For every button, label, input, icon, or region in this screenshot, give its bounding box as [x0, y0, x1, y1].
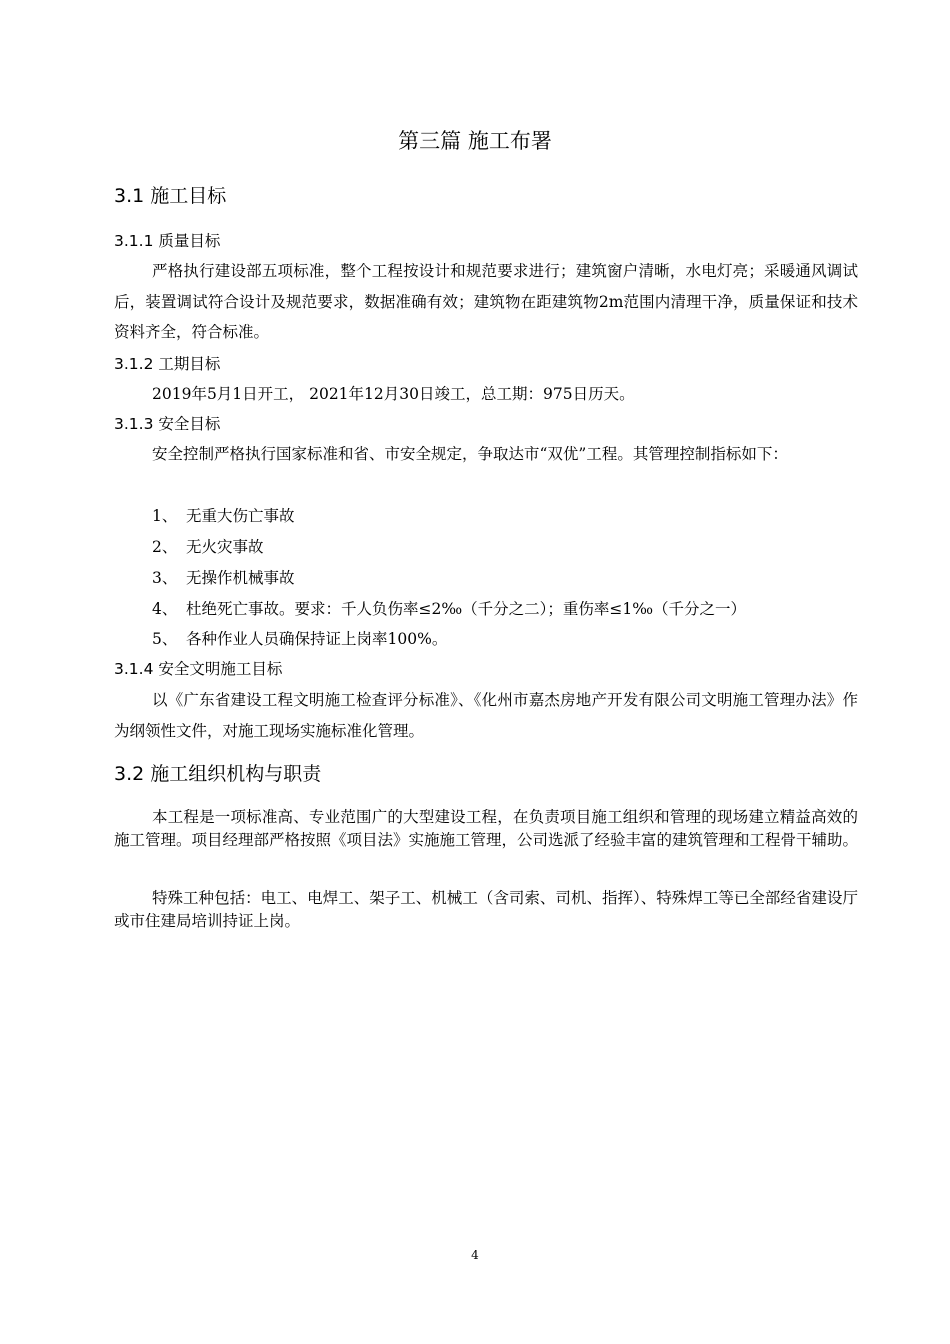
list-item-number: 1、: [152, 507, 178, 525]
list-item: [152, 627, 447, 651]
list-item-number: 2、: [152, 538, 178, 556]
list-item-number: 3、: [152, 569, 178, 587]
quality-goal-paragraph: 严格执行建设部五项标准，整个工程按设计和规范要求进行；建筑窗户清晰，水电灯亮；采暖通风调试后，装置调试符合设计及规范要求，数据准确有效；建筑物在距建筑物2m范围内清理干净，质量保证和技术资料齐全，符合标准。: [114, 262, 858, 341]
page-title: 第三篇 施工布署: [398, 129, 552, 153]
list-item-text: 杜绝死亡事故。要求：千人负伤率≤2‰（千分之二）；重伤率≤1‰（千分之一）: [186, 600, 747, 618]
safety-goal-paragraph: 安全控制严格执行国家标准和省、市安全规定，争取达市“双优”工程。其管理控制指标如下：: [152, 445, 788, 463]
civilized-construction-paragraph: 以《广东省建设工程文明施工检查评分标准》、《化州市嘉杰房地产开发有限公司文明施工管理办法》作为纲领性文件，对施工现场实施标准化管理。: [114, 691, 858, 740]
schedule-goal-paragraph: 2019年5月1日开工， 2021年12月30日竣工，总工期：975日历天。: [152, 385, 635, 403]
list-item-text: 无操作机械事故: [186, 569, 295, 587]
subsection-heading-3-1-2: 3.1.2 工期目标: [114, 355, 221, 373]
list-item-number: 4、: [152, 600, 178, 618]
list-item-text: 各种作业人员确保持证上岗率100%。: [186, 630, 448, 648]
section-heading-3-2: 3.2 施工组织机构与职责: [114, 763, 322, 785]
page-number: 4: [471, 1248, 479, 1262]
list-item: [152, 504, 295, 528]
list-item: [152, 566, 295, 590]
list-item-number: 5、: [152, 630, 178, 648]
list-item-text: 无火灾事故: [186, 538, 264, 556]
special-trades-paragraph: 特殊工种包括：电工、电焊工、架子工、机械工（含司索、司机、指挥）、特殊焊工等已全部经省建设厅或市住建局培训持证上岗。: [114, 889, 858, 930]
organization-paragraph: 本工程是一项标准高、专业范围广的大型建设工程，在负责项目施工组织和管理的现场建立精益高效的施工管理。项目经理部严格按照《项目法》实施施工管理，公司选派了经验丰富的建筑管理和工程骨干辅助。: [114, 808, 859, 849]
subsection-heading-3-1-4: 3.1.4 安全文明施工目标: [114, 660, 283, 678]
list-item-text: 无重大伤亡事故: [186, 507, 295, 525]
list-item: [152, 597, 746, 621]
list-item: [152, 535, 264, 559]
subsection-heading-3-1-3: 3.1.3 安全目标: [114, 415, 221, 433]
subsection-heading-3-1-1: 3.1.1 质量目标: [114, 232, 221, 250]
section-heading-3-1: 3.1 施工目标: [114, 185, 227, 207]
